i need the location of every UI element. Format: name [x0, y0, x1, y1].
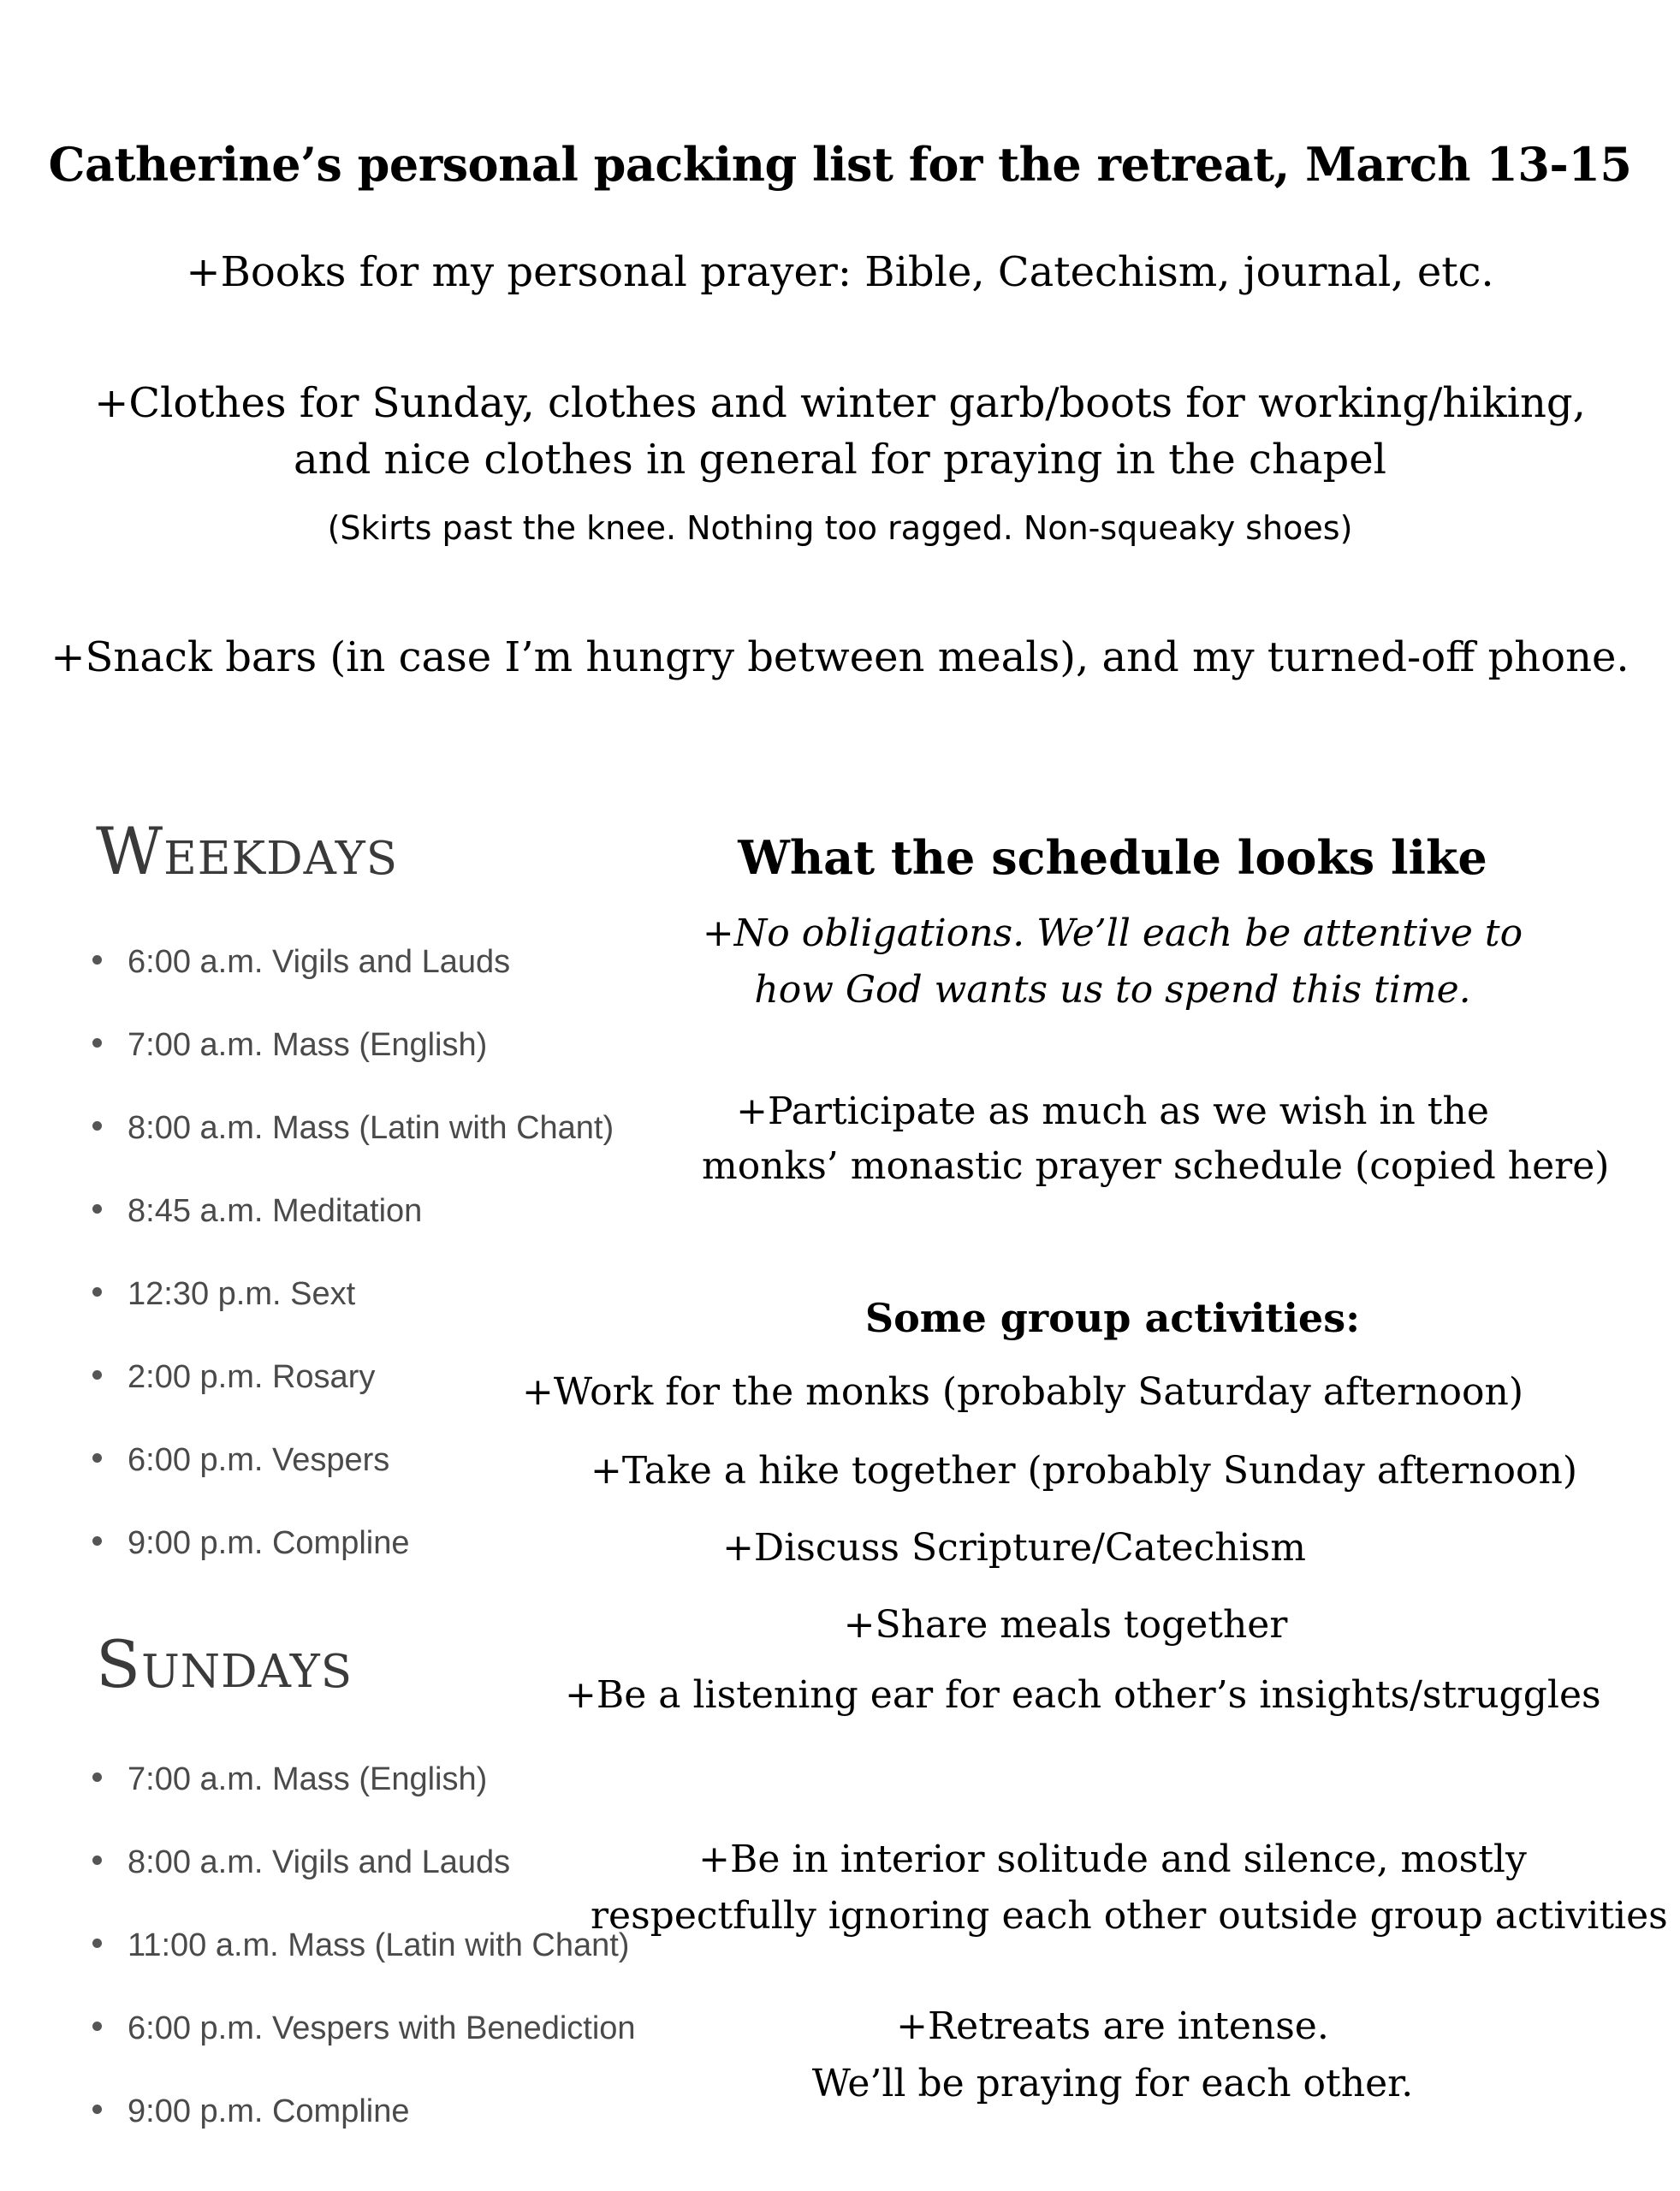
bullet-icon [92, 1204, 102, 1214]
packing-item-snacks: +Snack bars (in case I’m hungry between meals), and my turned-off phone. [50, 633, 1630, 681]
sundays-heading: Sundays [96, 1626, 353, 1702]
packing-item-books: +Books for my personal prayer: Bible, Catechism, journal, etc. [186, 248, 1494, 296]
participate-line1: +Participate as much as we wish in the [736, 1090, 1489, 1133]
weekday-item: 9:00 p.m. Compline [92, 1525, 410, 1562]
weekday-item: 8:45 a.m. Meditation [92, 1193, 422, 1230]
sunday-item: 7:00 a.m. Mass (English) [92, 1761, 487, 1798]
no-obligations-line2: how God wants us to spend this time. [754, 968, 1471, 1012]
schedule-heading: What the schedule looks like [738, 830, 1487, 885]
bullet-icon [92, 1453, 102, 1463]
group-activities-heading: Some group activities: [864, 1295, 1361, 1341]
bullet-icon [92, 1038, 102, 1048]
page-title: Catherine’s personal packing list for the retreat, March 13-15 [48, 137, 1632, 192]
bullet-icon [92, 1287, 102, 1297]
weekday-item: 7:00 a.m. Mass (English) [92, 1027, 487, 1064]
intense-line2: We’ll be praying for each other. [811, 2062, 1414, 2105]
bullet-icon [92, 1536, 102, 1546]
weekdays-heading: Weekdays [96, 813, 399, 889]
solitude-line2: respectfully ignoring each other outside group activities [591, 1894, 1668, 1938]
activity-listening: +Be a listening ear for each other’s insights/struggles [565, 1673, 1601, 1717]
bullet-icon [92, 1939, 102, 1948]
packing-item-clothes-line1: +Clothes for Sunday, clothes and winter garb/boots for working/hiking, [94, 379, 1586, 427]
activity-work: +Work for the monks (probably Saturday afternoon) [522, 1370, 1523, 1414]
sunday-item: 9:00 p.m. Compline [92, 2093, 410, 2130]
solitude-line1: +Be in interior solitude and silence, mostly [698, 1838, 1527, 1881]
bullet-icon [92, 2105, 102, 2114]
intense-line1: +Retreats are intense. [896, 2004, 1329, 2048]
weekday-item: 8:00 a.m. Mass (Latin with Chant) [92, 1110, 614, 1147]
no-obligations-line1: +No obligations. We’ll each be attentive to [702, 911, 1523, 955]
weekday-item: 6:00 a.m. Vigils and Lauds [92, 944, 510, 981]
weekday-item: 12:30 p.m. Sext [92, 1276, 355, 1313]
activity-discuss: +Discuss Scripture/Catechism [722, 1526, 1306, 1570]
sunday-item: 8:00 a.m. Vigils and Lauds [92, 1844, 510, 1881]
weekday-item: 2:00 p.m. Rosary [92, 1359, 375, 1396]
weekday-item: 6:00 p.m. Vespers [92, 1442, 389, 1479]
activity-hike: +Take a hike together (probably Sunday afternoon) [591, 1449, 1577, 1493]
clothes-note: (Skirts past the knee. Nothing too ragged. Non-squeaky shoes) [327, 509, 1353, 547]
sunday-item: 6:00 p.m. Vespers with Benediction [92, 2010, 636, 2047]
participate-line2: monks’ monastic prayer schedule (copied here) [702, 1144, 1610, 1188]
bullet-icon [92, 1370, 102, 1380]
packing-item-clothes-line2: and nice clothes in general for praying in the chapel [294, 436, 1386, 484]
bullet-icon [92, 1772, 102, 1782]
sunday-item: 11:00 a.m. Mass (Latin with Chant) [92, 1927, 629, 1964]
bullet-icon [92, 955, 102, 965]
activity-meals: +Share meals together [843, 1603, 1288, 1647]
bullet-icon [92, 1856, 102, 1865]
bullet-icon [92, 2022, 102, 2031]
bullet-icon [92, 1121, 102, 1131]
